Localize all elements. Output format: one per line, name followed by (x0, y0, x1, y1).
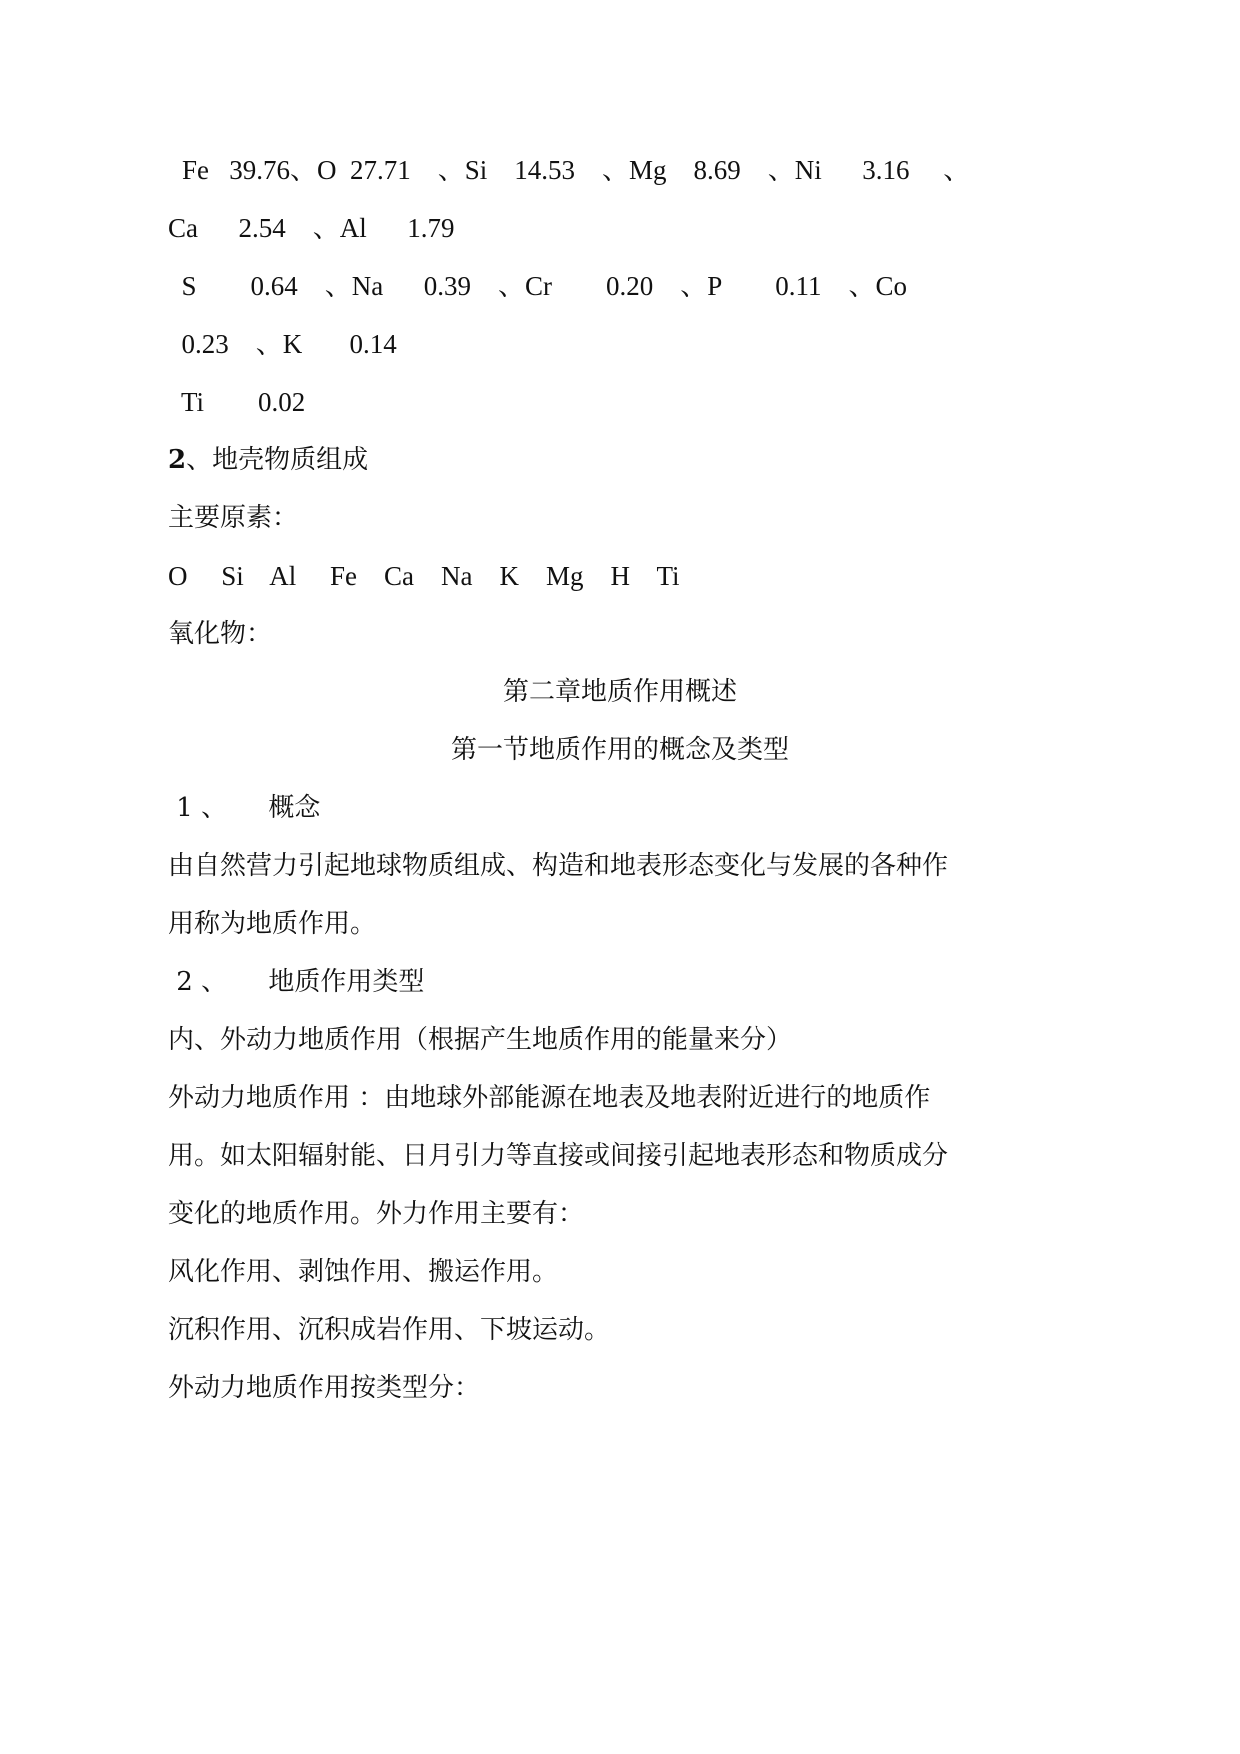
section-title: 、地壳物质组成 (186, 445, 369, 475)
core-elements-line-1: Fe 39.76、O 27.71 、Si 14.53 、Mg 8.69 、Ni 3.16 、 (182, 155, 971, 185)
external-list-1: 风化作用、剥蚀作用、搬运作用。 (168, 1257, 559, 1287)
oxides-label: 氧化物： (168, 619, 273, 649)
section-heading-crust (168, 444, 368, 476)
core-elements-line-3: S 0.64 、Na 0.39 、Cr 0.20 、P 0.11 、Co (168, 271, 908, 301)
external-text-line-1: 外动力地质作用 ：由地球外部能源在地表及地表附近进行的地质作 (168, 1083, 931, 1113)
core-elements-line-2: Ca 2.54 、Al 1.79 (168, 213, 455, 243)
types-line: 内、外动力地质作用（根据产生地质作用的能量来分） (168, 1025, 793, 1055)
concept-text-line-1: 由自然营力引起地球物质组成、构造和地表形态变化与发展的各种作 (168, 851, 949, 881)
concept-text-line-2: 用称为地质作用。 (168, 909, 377, 939)
external-text-line-2: 用。如太阳辐射能、日月引力等直接或间接引起地表形态和物质成分 (168, 1141, 949, 1171)
section-title-1: 第一节地质作用的概念及类型 (450, 735, 789, 765)
external-text-line-3: 变化的地质作用。外力作用主要有： (168, 1199, 585, 1229)
external-by-type: 外动力地质作用按类型分： (168, 1373, 481, 1403)
section-number: 2 (168, 445, 187, 475)
core-elements-line-4: 0.23 、K 0.14 (168, 329, 397, 359)
item-heading-types: 2 、 地质作用类型 (168, 967, 425, 997)
main-elements-list: O Si Al Fe Ca Na K Mg H Ti (168, 561, 680, 591)
core-elements-line-5: Ti 0.02 (168, 387, 306, 417)
chapter-title: 第二章地质作用概述 (502, 677, 737, 707)
item-heading-concept: 1 、 概念 (168, 793, 321, 823)
main-elements-label: 主要原素： (168, 503, 299, 533)
external-list-2: 沉积作用、沉积成岩作用、下坡运动。 (168, 1315, 611, 1345)
